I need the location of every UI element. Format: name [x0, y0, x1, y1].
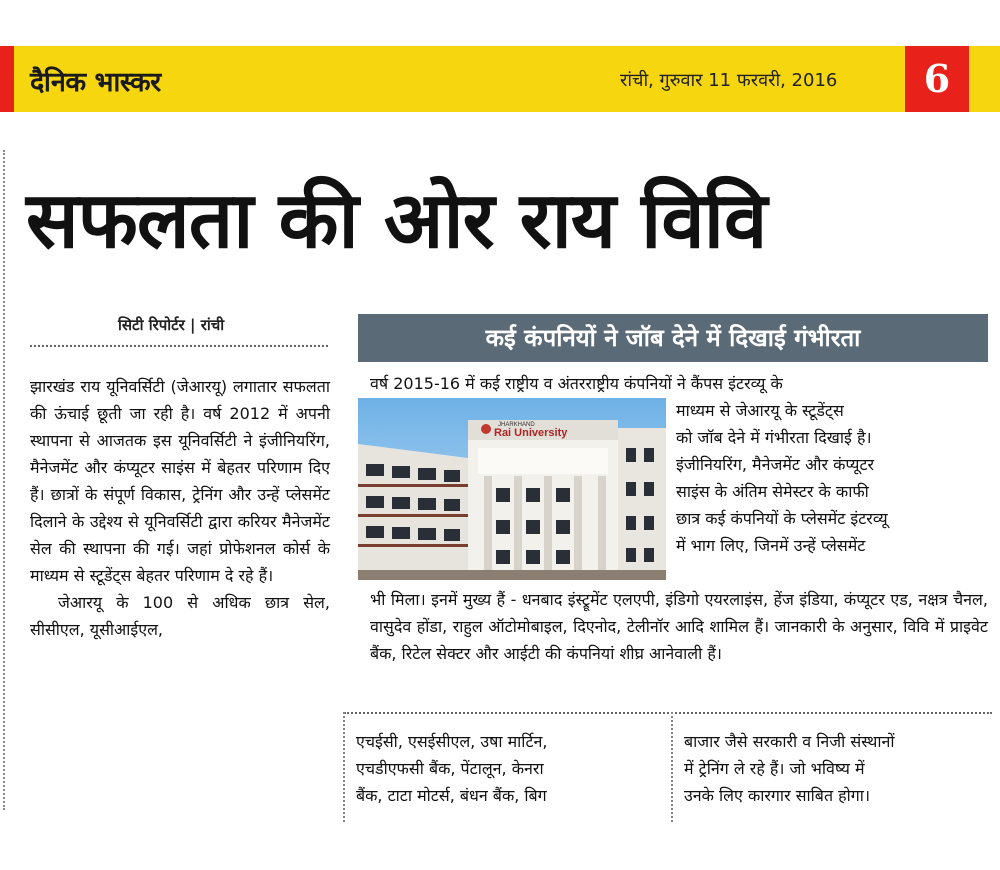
box-right-column — [676, 397, 988, 559]
article-paragraph: जेआरयू के 100 से अधिक छात्र सेल, सीसीएल, यूसीआईएल, — [30, 593, 330, 639]
page-headline: सफलता की ओर राय विवि — [26, 176, 767, 266]
box-bottom-divider — [344, 712, 992, 714]
article-column-1 — [30, 373, 330, 643]
masthead-red-strip — [0, 46, 14, 112]
text-line: एचईसी, एसईसीएल, उषा मार्टिन, — [356, 732, 548, 751]
dateline: रांची, गुरुवार 11 फरवरी, 2016 — [620, 70, 838, 91]
text-line: उनके लिए कारगार साबित होगा। — [684, 786, 871, 805]
text-line: माध्यम से जेआरयू के स्टूडेंट्स — [676, 401, 844, 420]
article-column-3 — [684, 728, 990, 809]
university-building-photo — [358, 398, 666, 580]
article-column-2 — [356, 728, 658, 809]
page-number-badge: 6 — [905, 46, 969, 112]
text-line: में ट्रेनिंग ले रहे हैं। जो भविष्य में — [684, 759, 865, 778]
text-line: बैंक, टाटा मोटर्स, बंधन बैंक, बिग — [356, 786, 547, 805]
building-sign-small: JHARKHAND — [498, 422, 535, 428]
building-sign: Rai University — [494, 427, 568, 439]
text-line: छात्र कई कंपनियों के प्लेसमेंट इंटरव्यू — [676, 509, 888, 528]
column-divider — [671, 712, 673, 822]
article-paragraph: झारखंड राय यूनिवर्सिटी (जेआरयू) लगातार सफलता की ऊंचाई छूती जा रही है। वर्ष 2012 में अपनी स्थापना से आजतक इस यूनिवर्सिटी ने इंजीनियरिंग, मैनेजमेंट और कंप्यूटर साइंस में बेहतर परिणाम दिए हैं। छात्रों के संपूर्ण विकास, ट्रेनिंग और उन्हें प्लेसमेंट दिलाने के उद्देश्य से यूनिवर्सिटी द्वारा करियर मैनेजमेंट सेल की स्थापना की गई। जहां प्रोफेशनल कोर्स के माध्यम से स्टूडेंट्स बेहतर परिणाम दे रहे हैं। — [30, 377, 330, 585]
text-line: बाजार जैसे सरकारी व निजी संस्थानों — [684, 732, 895, 751]
text-line: में भाग लिए, जिनमें उन्हें प्लेसमेंट — [676, 536, 866, 555]
box-subheading: कई कंपनियों ने जॉब देने में दिखाई गंभीरता — [358, 314, 988, 362]
text-line: एचडीएफसी बैंक, पेंटालून, केनरा — [356, 759, 544, 778]
box-intro-line: वर्ष 2015-16 में कई राष्ट्रीय व अंतरराष्ट्रीय कंपनियों ने कैंपस इंटरव्यू के — [370, 374, 783, 393]
newspaper-logo[interactable]: दैनिक भास्कर — [30, 67, 161, 98]
byline-divider — [30, 345, 328, 347]
column-divider — [343, 712, 345, 822]
text-line: इंजीनियरिंग, मैनेजमेंट और कंप्यूटर — [676, 455, 875, 474]
byline: सिटी रिपोर्टर | रांची — [118, 316, 225, 334]
box-full-width-text: भी मिला। इनमें मुख्य हैं - धनबाद इंस्ट्रूमेंट एलएपी, इंडिगो एयरलाइंस, हेंज इंडिया, कंप्यूटर एड, नक्षत्र चैनल, वासुदेव होंडा, राहुल ऑटोमोबाइल, दिएनोद, टेलीनॉर आदि शामिल हैं। जानकारी के अनुसार, विवि में प्राइवेट बैंक, रिटेल सेक्टर और आईटी की कंपनियां शीघ्र आनेवाली हैं। — [370, 590, 988, 663]
left-dotted-rule — [3, 150, 5, 810]
text-line: साइंस के अंतिम सेमेस्टर के काफी — [676, 482, 869, 501]
text-line: को जॉब देने में गंभीरता दिखाई है। — [676, 428, 872, 447]
